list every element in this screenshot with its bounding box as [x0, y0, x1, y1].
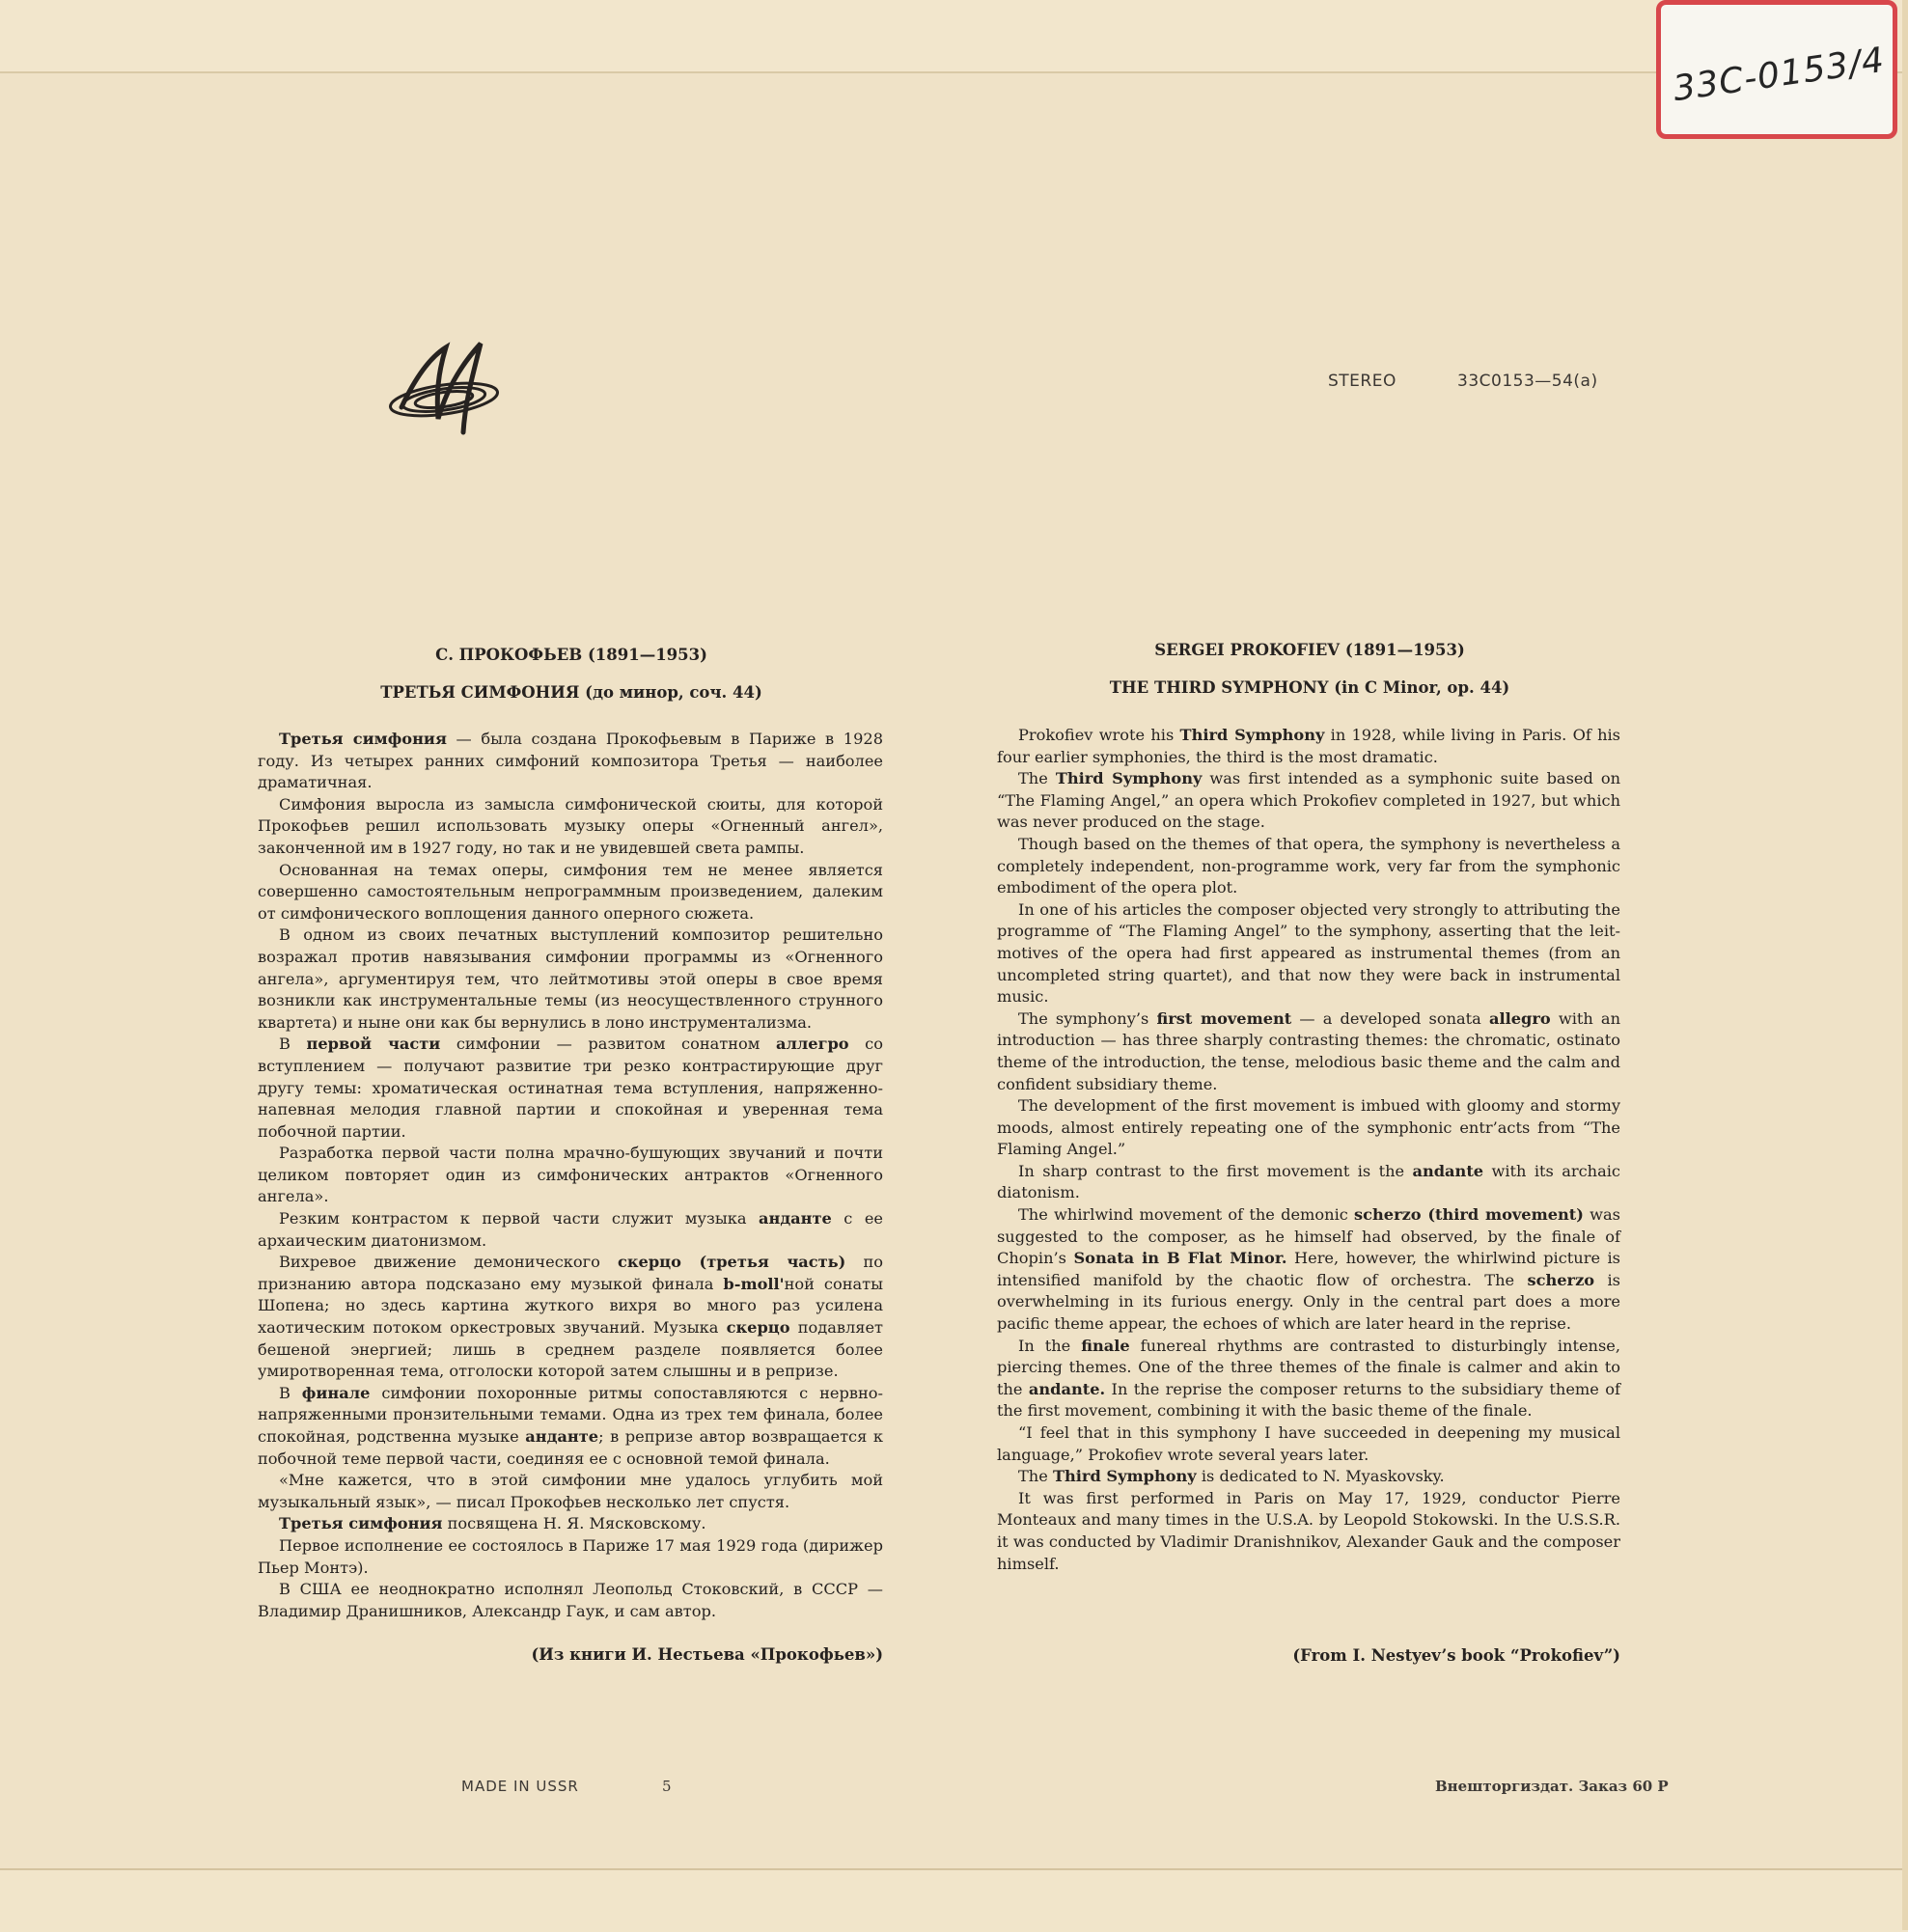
en-paragraph: In sharp contrast to the first movement is the andante with its archaic diatonism. [997, 1161, 1620, 1202]
en-composer-heading: SERGEI PROKOFIEV (1891—1953) [1154, 641, 1465, 659]
ru-paragraph: В одном из своих печатных выступлений композитор решительно возражал против навязывания симфонии программы из «Огненного ангела», аргументируя тем, что лейтмотивы этой оперы в свое время возникли как инструментальные темы (из неосуществленного струнного квартета) и ныне они как бы вернулись в лоно инструментализма. [258, 925, 883, 1032]
ru-paragraph: В США ее неоднократно исполнял Леопольд Стоковский, в СССР — Владимир Дранишников, Александр Гаук, и сам автор. [258, 1580, 883, 1620]
en-work-heading: THE THIRD SYMPHONY (in C Minor, op. 44) [1109, 678, 1510, 697]
en-paragraph: The symphony’s first movement — a developed sonata allegro with an introduction — has three sharply contrasting themes: the chromatic, ostinato theme of the introduction, the tense, melodious basic theme and the calm and confident subsidiary theme. [997, 1008, 1621, 1093]
ru-source-citation: (Из книги И. Нестьева «Прокофьев») [531, 1645, 883, 1664]
en-paragraph: The whirlwind movement of the demonic scherzo (third movement) was suggested to the composer, as he himself had observed, by the finale of Chopin’s Sonata in B Flat Minor. Here, however, the whirlwind picture is intensified manifold by the chaotic flow of orchestra. The scherzo is overwhelming in its furious energy. Only in the central part does a more pacific theme appear, the echoes of which are later heard in the reprise. [997, 1205, 1620, 1334]
en-paragraph: The Third Symphony is dedicated to N. Myaskovsky. [1018, 1467, 1445, 1486]
en-paragraph: In the finale funereal rhythms are contrasted to disturbingly intense, piercing themes. One of the three themes of the finale is calmer and akin to the andante. In the reprise the composer returns to the subsidiary theme of the first movement, combining it with the basic theme of the finale. [997, 1336, 1621, 1421]
en-source-citation: (From I. Nestyev’s book “Prokofiev”) [1292, 1646, 1620, 1665]
ru-paragraph: В первой части симфонии — развитом сонатном аллегро со вступлением — получают развитие три резко контрастирующие друг другу темы: хроматическая остинатная тема вступления, напряженно-напевная мелодия главной партии и спокойная и уверенная тема побочной партии. [258, 1035, 883, 1141]
ru-paragraph: В финале симфонии похоронные ритмы сопоставляются с нервно-напряженными пронзительными темами. Одна из трех тем финала, более спокойная, родственна музыке анданте; в репризе автор возвращается к побочной теме первой части, соединяя ее с основной темой финала. [258, 1383, 884, 1468]
bottom-edge [0, 1868, 1908, 1932]
stereo-label: STEREO [1328, 372, 1396, 391]
ru-paragraph: Основанная на темах оперы, симфония тем не менее является совершенно самостоятельным непрограммным произведением, далеким от симфонического воплощения данного оперного сюжета. [258, 860, 883, 923]
ru-paragraph: Третья симфония — была создана Прокофьевым в Париже в 1928 году. Из четырех ранних симфоний композитора Третья — наиболее драматичная. [258, 730, 883, 792]
page-number: 5 [662, 1778, 672, 1795]
catalog-number: 33С0153—54(a) [1457, 372, 1598, 391]
right-edge [1902, 0, 1908, 1930]
en-paragraph: Though based on the themes of that opera, the symphony is nevertheless a completely independent, non-programme work, very far from the symphonic embodiment of the opera plot. [997, 834, 1620, 897]
en-paragraph: It was first performed in Paris on May 17, 1929, conductor Pierre Monteaux and many times in the U.S.A. by Leopold Stokowski. In the U.S.S.R. it was conducted by Vladimir Dranishnikov, Alexander Gauk and the composer himself. [997, 1488, 1620, 1573]
ru-paragraph: Первое исполнение ее состоялось в Париже 17 мая 1929 года (дирижер Пьер Монтэ). [258, 1535, 883, 1577]
en-paragraph: In one of his articles the composer objected very strongly to attributing the programme of “The Flaming Angel” to the symphony, asserting that the leit-motives of the opera had first appeared as instrumental themes (from an uncompleted string quartet), and that now they were back in instrumental music. [997, 899, 1620, 1007]
ru-paragraph: Резким контрастом к первой части служит музыка анданте с ее архаическим диатонизмом. [258, 1209, 883, 1250]
ru-work-heading: ТРЕТЬЯ СИМФОНИЯ (до минор, соч. 44) [380, 683, 762, 702]
catalog-sticker [1656, 0, 1897, 139]
ru-paragraph: Третья симфония посвящена Н. Я. Мясковскому. [279, 1514, 706, 1533]
en-paragraph: “I feel that in this symphony I have succeeded in deepening my musical language,” Prokofiev wrote several years later. [997, 1423, 1620, 1464]
ru-composer-heading: С. ПРОКОФЬЕВ (1891—1953) [435, 646, 707, 664]
ru-paragraph: «Мне кажется, что в этой симфонии мне удалось углубить мой музыкальный язык», — писал Прокофьев несколько лет спустя. [258, 1471, 883, 1511]
en-paragraph: Prokofiev wrote his Third Symphony in 1928, while living in Paris. Of his four earlier symphonies, the third is the most dramatic. [997, 726, 1620, 766]
sticker-handwriting: 33С-0153/4 [1671, 40, 1888, 110]
printer-imprint: Внешторгиздат. Заказ 60 Р [1435, 1778, 1669, 1795]
ru-paragraph: Вихревое движение демонического скерцо (третья часть) по признанию автора подсказано ему музыкой финала b-moll'ной сонаты Шопена; но здесь картина жуткого вихря во много раз усилена хаотическим потоком оркестровых звучаний. Музыка скерцо подавляет бешеной энергией; лишь в среднем разделе появляется более умиротворенная тема, отголоски которой затем слышны и в репризе. [258, 1253, 884, 1381]
en-paragraph: The Third Symphony was first intended as a symphonic suite based on “The Flaming Angel,” an opera which Prokofiev completed in 1927, but which was never produced on the stage. [997, 769, 1621, 832]
ru-paragraph: Симфония выросла из замысла симфонической сюиты, для которой Прокофьев решил использовать музыку оперы «Огненный ангел», законченной им в 1927 году, но так и не увидевшей света рампы. [258, 794, 883, 857]
top-edge [0, 0, 1908, 73]
en-body-text [997, 725, 1620, 1575]
ru-body-text [258, 729, 883, 1622]
ru-paragraph: Разработка первой части полна мрачно-бушующих звучаний и почти целиком повторяет один из симфонических антрактов «Огненного ангела». [258, 1144, 883, 1206]
made-in-ussr: MADE IN USSR [461, 1778, 579, 1795]
melodiya-logo-icon [384, 340, 504, 436]
en-paragraph: The development of the first movement is imbued with gloomy and stormy moods, almost entirely repeating one of the symphonic entr’acts from “The Flaming Angel.” [997, 1096, 1620, 1159]
